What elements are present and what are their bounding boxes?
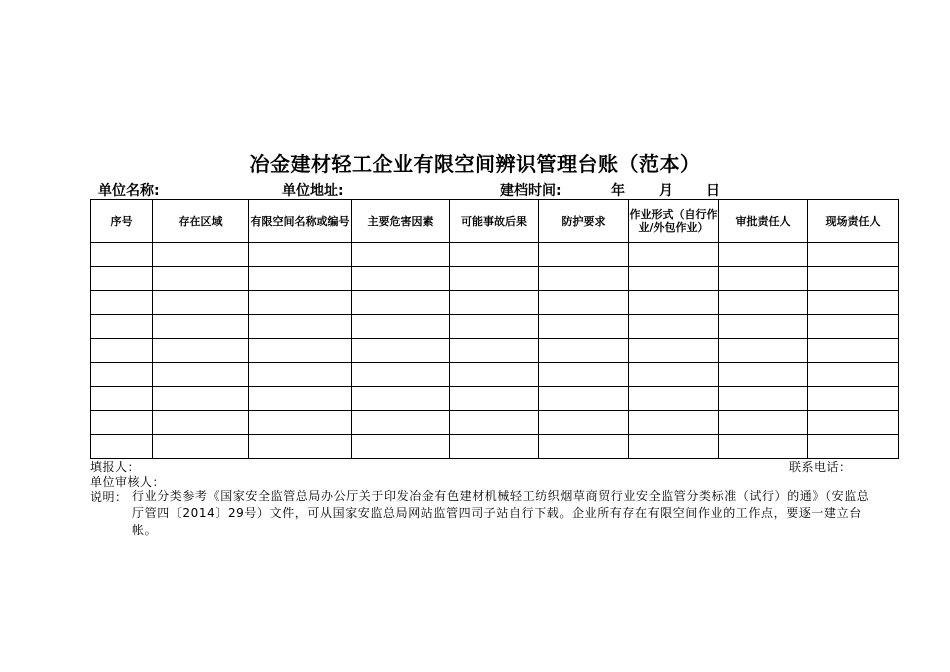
- table-cell[interactable]: [249, 411, 352, 435]
- table-cell[interactable]: [153, 315, 249, 339]
- record-year-label: 年: [611, 183, 625, 199]
- table-cell[interactable]: [808, 435, 899, 459]
- table-cell[interactable]: [153, 243, 249, 267]
- table-cell[interactable]: [629, 339, 719, 363]
- table-cell[interactable]: [352, 339, 450, 363]
- table-row: [91, 243, 899, 267]
- table-cell[interactable]: [539, 243, 629, 267]
- table-cell[interactable]: [249, 387, 352, 411]
- table-cell[interactable]: [808, 291, 899, 315]
- column-header: 主要危害因素: [352, 200, 450, 243]
- table-cell[interactable]: [808, 387, 899, 411]
- page-title: 冶金建材轻工企业有限空间辨识管理台账（范本）: [249, 152, 701, 176]
- table-cell[interactable]: [249, 435, 352, 459]
- table-cell[interactable]: [91, 267, 153, 291]
- table-cell[interactable]: [91, 315, 153, 339]
- table-cell[interactable]: [249, 363, 352, 387]
- table-cell[interactable]: [91, 411, 153, 435]
- table-cell[interactable]: [539, 315, 629, 339]
- table-row: [91, 339, 899, 363]
- table-cell[interactable]: [719, 435, 808, 459]
- table-header-row: [91, 200, 899, 243]
- table-cell[interactable]: [352, 267, 450, 291]
- table-cell[interactable]: [352, 387, 450, 411]
- table-cell[interactable]: [719, 363, 808, 387]
- column-header: 作业形式（自行作业/外包作业）: [629, 200, 719, 243]
- reviewer-label: 单位审核人：: [90, 475, 166, 489]
- table-cell[interactable]: [719, 267, 808, 291]
- table-cell[interactable]: [153, 291, 249, 315]
- table-cell[interactable]: [808, 243, 899, 267]
- table-cell[interactable]: [91, 363, 153, 387]
- table-cell[interactable]: [450, 387, 539, 411]
- table-cell[interactable]: [719, 387, 808, 411]
- table-cell[interactable]: [808, 411, 899, 435]
- table-row: [91, 387, 899, 411]
- table-cell[interactable]: [539, 291, 629, 315]
- contact-phone-label: 联系电话：: [789, 460, 852, 474]
- table-cell[interactable]: [249, 243, 352, 267]
- table-cell[interactable]: [629, 411, 719, 435]
- column-header: 审批责任人: [719, 200, 808, 243]
- table-cell[interactable]: [450, 267, 539, 291]
- table-row: [91, 363, 899, 387]
- record-day-label: 日: [706, 183, 720, 199]
- table-cell[interactable]: [450, 339, 539, 363]
- column-header: 可能事故后果: [450, 200, 539, 243]
- table-cell[interactable]: [719, 291, 808, 315]
- table-cell[interactable]: [91, 291, 153, 315]
- table-cell[interactable]: [808, 339, 899, 363]
- column-header: 现场责任人: [808, 200, 899, 243]
- table-cell[interactable]: [539, 267, 629, 291]
- table-cell[interactable]: [539, 411, 629, 435]
- note-text: 行业分类参考《国家安全监管总局办公厅关于印发冶金有色建材机械轻工纺织烟草商贸行业安全监管分类标准（试行）的通》（安监总厅管四〔2014〕29号）文件，可从国家安监总局网站监管四司子站自行下载。企业所有存在有限空间作业的工作点，要逐一建立台帐。: [132, 489, 870, 537]
- table-cell[interactable]: [629, 291, 719, 315]
- table-cell[interactable]: [91, 243, 153, 267]
- table-cell[interactable]: [450, 411, 539, 435]
- table-cell[interactable]: [719, 411, 808, 435]
- table-cell[interactable]: [450, 243, 539, 267]
- table-cell[interactable]: [450, 435, 539, 459]
- table-cell[interactable]: [153, 387, 249, 411]
- table-cell[interactable]: [539, 363, 629, 387]
- table-cell[interactable]: [249, 291, 352, 315]
- table-cell[interactable]: [249, 339, 352, 363]
- table-cell[interactable]: [91, 339, 153, 363]
- column-header: 防护要求: [539, 200, 629, 243]
- unit-name-label: 单位名称:: [98, 183, 160, 199]
- record-time-label: 建档时间:: [500, 183, 562, 199]
- table-cell[interactable]: [153, 363, 249, 387]
- table-cell[interactable]: [719, 339, 808, 363]
- column-header: 序号: [91, 200, 153, 243]
- table-cell[interactable]: [808, 363, 899, 387]
- table-row: [91, 267, 899, 291]
- table-cell[interactable]: [629, 363, 719, 387]
- unit-address-label: 单位地址:: [282, 183, 344, 199]
- ledger-table: [90, 199, 899, 459]
- column-header: 有限空间名称或编号: [249, 200, 352, 243]
- table-cell[interactable]: [352, 291, 450, 315]
- table-body: [91, 243, 899, 459]
- table-cell[interactable]: [352, 435, 450, 459]
- table-cell[interactable]: [352, 363, 450, 387]
- table-row: [91, 411, 899, 435]
- table-cell[interactable]: [719, 243, 808, 267]
- table-cell[interactable]: [629, 435, 719, 459]
- table-cell[interactable]: [629, 315, 719, 339]
- table-cell[interactable]: [249, 315, 352, 339]
- table-cell[interactable]: [450, 363, 539, 387]
- table-cell[interactable]: [629, 387, 719, 411]
- table-cell[interactable]: [153, 411, 249, 435]
- reporter-label: 填报人：: [90, 460, 141, 474]
- table-cell[interactable]: [719, 315, 808, 339]
- table-cell[interactable]: [539, 435, 629, 459]
- table-cell[interactable]: [153, 267, 249, 291]
- table-cell[interactable]: [91, 387, 153, 411]
- table-row: [91, 315, 899, 339]
- table-cell[interactable]: [153, 435, 249, 459]
- table-cell[interactable]: [450, 291, 539, 315]
- table-cell[interactable]: [629, 243, 719, 267]
- table-cell[interactable]: [153, 339, 249, 363]
- table-cell[interactable]: [352, 411, 450, 435]
- table-cell[interactable]: [91, 435, 153, 459]
- table-cell[interactable]: [249, 267, 352, 291]
- column-header: 存在区域: [153, 200, 249, 243]
- table-cell[interactable]: [808, 267, 899, 291]
- table-cell[interactable]: [352, 243, 450, 267]
- table-cell[interactable]: [450, 315, 539, 339]
- table-cell[interactable]: [629, 267, 719, 291]
- record-month-label: 月: [659, 183, 673, 199]
- table-cell[interactable]: [539, 387, 629, 411]
- table-cell[interactable]: [808, 315, 899, 339]
- table-row: [91, 435, 899, 459]
- table-row: [91, 291, 899, 315]
- note-label: 说明：: [90, 490, 128, 504]
- table-cell[interactable]: [539, 339, 629, 363]
- table-cell[interactable]: [352, 315, 450, 339]
